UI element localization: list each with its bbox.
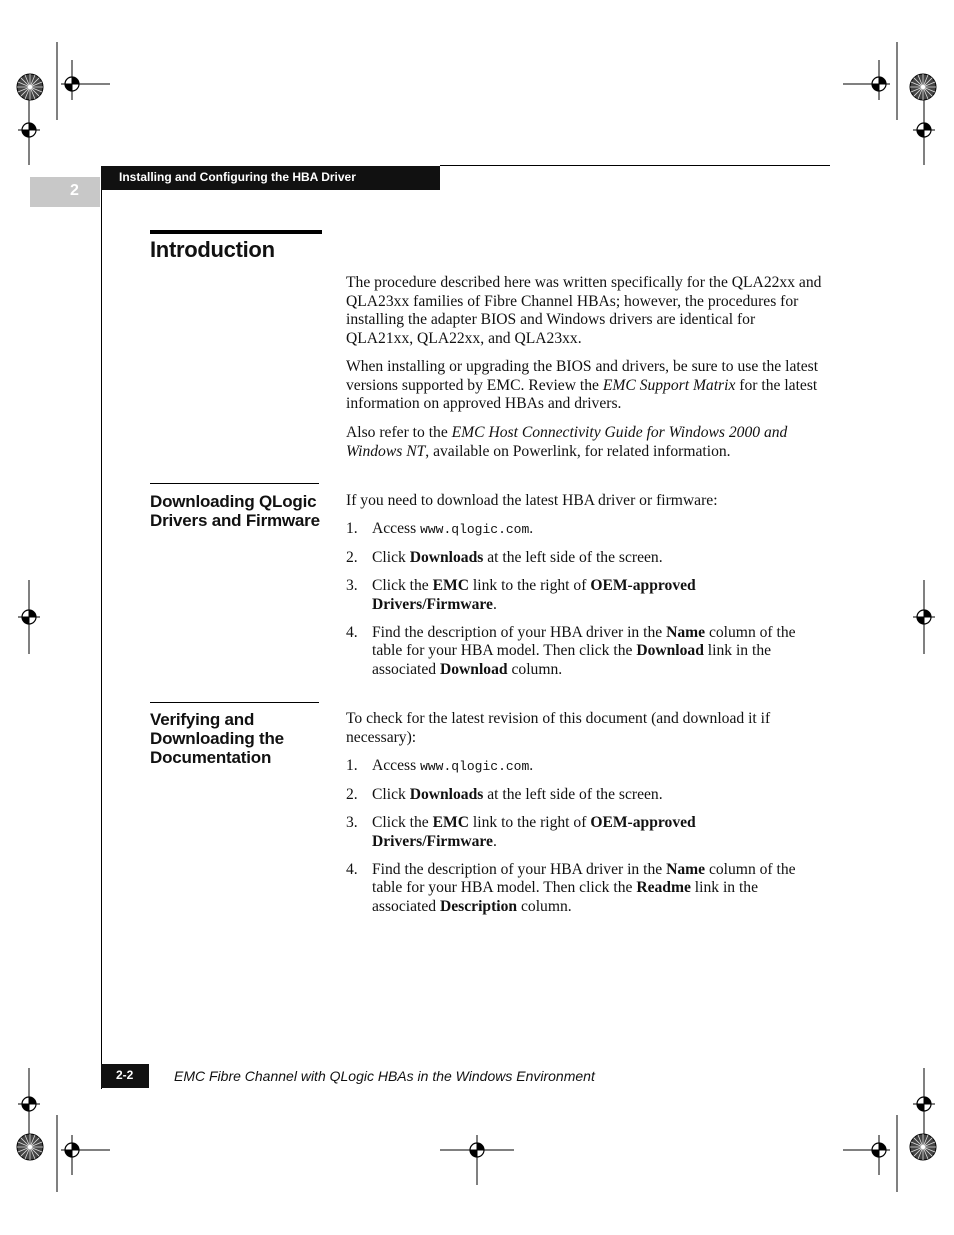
- verifying-steps: [346, 757, 824, 926]
- intro-paragraph-2: When installing or upgrading the BIOS and drivers, be sure to use the latest versions supported by EMC. Review the EMC Support Matrix for the latest information on approved HBAs and drivers.: [346, 358, 819, 413]
- left-margin-rule: [101, 190, 102, 1089]
- chapter-number: 2: [70, 182, 79, 199]
- section-heading-introduction: Introduction: [150, 237, 275, 262]
- downloading-intro: If you need to download the latest HBA driver or firmware:: [346, 492, 718, 509]
- section-rule: [150, 230, 322, 234]
- intro-paragraph-3: Also refer to the EMC Host Connectivity Guide for Windows 2000 and Windows NT, available on Powerlink, for related information.: [346, 424, 788, 460]
- qlogic-url[interactable]: www.qlogic.com: [420, 759, 530, 774]
- intro-paragraph-1: The procedure described here was written specifically for the QLA22xx and QLA23xx families of Fibre Channel HBAs; however, the procedures for installing the adapter BIOS and Windows drivers are identical for QLA21xx, QLA22xx, and QLA23xx.: [346, 274, 822, 347]
- downloading-steps: [346, 520, 824, 689]
- section-rule: [150, 702, 319, 703]
- book-title: EMC Fibre Channel with QLogic HBAs in the Windows Environment: [174, 1068, 595, 1084]
- list-item: 2. Click Downloads at the left side of the screen.: [346, 548, 663, 566]
- list-item: 3. Click the EMC link to the right of OEM-approved Drivers/Firmware.: [346, 813, 696, 850]
- list-item: 2. Click Downloads at the left side of the screen.: [346, 785, 663, 803]
- section-heading-verifying: Verifying and Downloading the Documentation: [150, 710, 284, 767]
- verifying-intro: To check for the latest revision of this document (and download it if necessary):: [346, 710, 771, 746]
- qlogic-url[interactable]: www.qlogic.com: [420, 522, 530, 537]
- list-item: 4. Find the description of your HBA driver in the Name column of the table for your HBA model. Then click the Readme link in the associated Description column.: [346, 860, 796, 915]
- chapter-tab: [30, 177, 100, 207]
- section-rule: [150, 483, 319, 484]
- support-matrix-title: EMC Support Matrix: [602, 376, 736, 394]
- connectivity-guide-title: EMC Host Connectivity Guide for Windows 2000 and Windows NT: [346, 424, 788, 460]
- running-title: Installing and Configuring the HBA Driver: [119, 170, 356, 184]
- list-item: 1. Access www.qlogic.com.: [346, 520, 534, 537]
- header-rule: [440, 165, 830, 166]
- page-number: 2-2: [116, 1068, 134, 1082]
- section-heading-downloading: Downloading QLogic Drivers and Firmware: [150, 492, 320, 530]
- list-item: 4. Find the description of your HBA driver in the Name column of the table for your HBA model. Then click the Download link in the associated Download column.: [346, 623, 796, 678]
- list-item: 1. Access www.qlogic.com.: [346, 757, 534, 774]
- list-item: 3. Click the EMC link to the right of OEM-approved Drivers/Firmware.: [346, 576, 696, 613]
